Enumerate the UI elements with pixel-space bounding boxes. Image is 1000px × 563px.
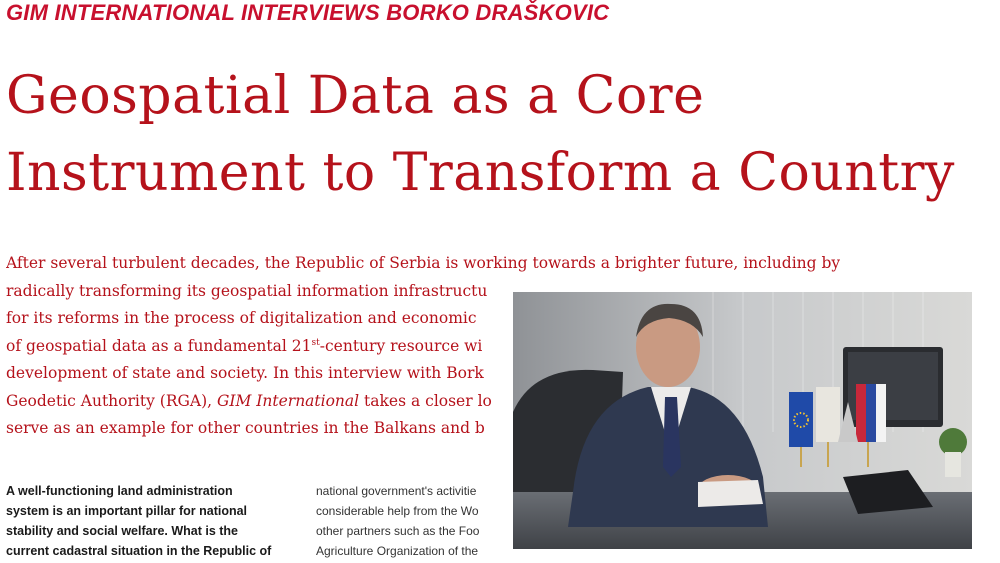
intro-line: radically transforming its geospatial information infrastructu: [6, 281, 488, 300]
intro-line: for its reforms in the process of digitalization and economic: [6, 309, 477, 327]
question-line: A well-functioning land administration: [6, 484, 233, 498]
body-line: other partners such as the Foo: [316, 524, 480, 538]
office-photo-illustration: [513, 292, 972, 549]
question-line: current cadastral situation in the Republic of: [6, 544, 272, 558]
question-line: system is an important pillar for national: [6, 504, 248, 518]
interviewee-photo: [513, 292, 972, 549]
intro-line: Geodetic Authority (RGA), GIM International takes a closer lo: [6, 391, 492, 410]
plant: [939, 428, 967, 456]
interview-question: [6, 481, 306, 561]
body-line: national government's activitie: [316, 484, 477, 498]
question-line: stability and social welfare. What is the: [6, 524, 239, 538]
body-line: considerable help from the Wo: [316, 504, 479, 518]
intro-line: serve as an example for other countries in the Balkans and b: [6, 419, 485, 437]
body-line: Agriculture Organization of the: [316, 544, 479, 558]
intro-line: After several turbulent decades, the Republic of Serbia is working towards a brighter future, including by: [6, 254, 841, 272]
article-title: [6, 58, 1000, 212]
body-column-2: [316, 481, 498, 561]
intro-line: of geospatial data as a fundamental 21st-century resource wi: [6, 336, 483, 355]
title-line-1: Geospatial Data as a Core: [6, 66, 705, 126]
title-line-2: Instrument to Transform a Country: [6, 143, 955, 203]
publication-name: GIM International: [216, 391, 360, 410]
intro-line: development of state and society. In this interview with Bork: [6, 364, 484, 382]
section-kicker: GIM INTERNATIONAL INTERVIEWS BORKO DRAŠKOVIC: [6, 0, 610, 25]
